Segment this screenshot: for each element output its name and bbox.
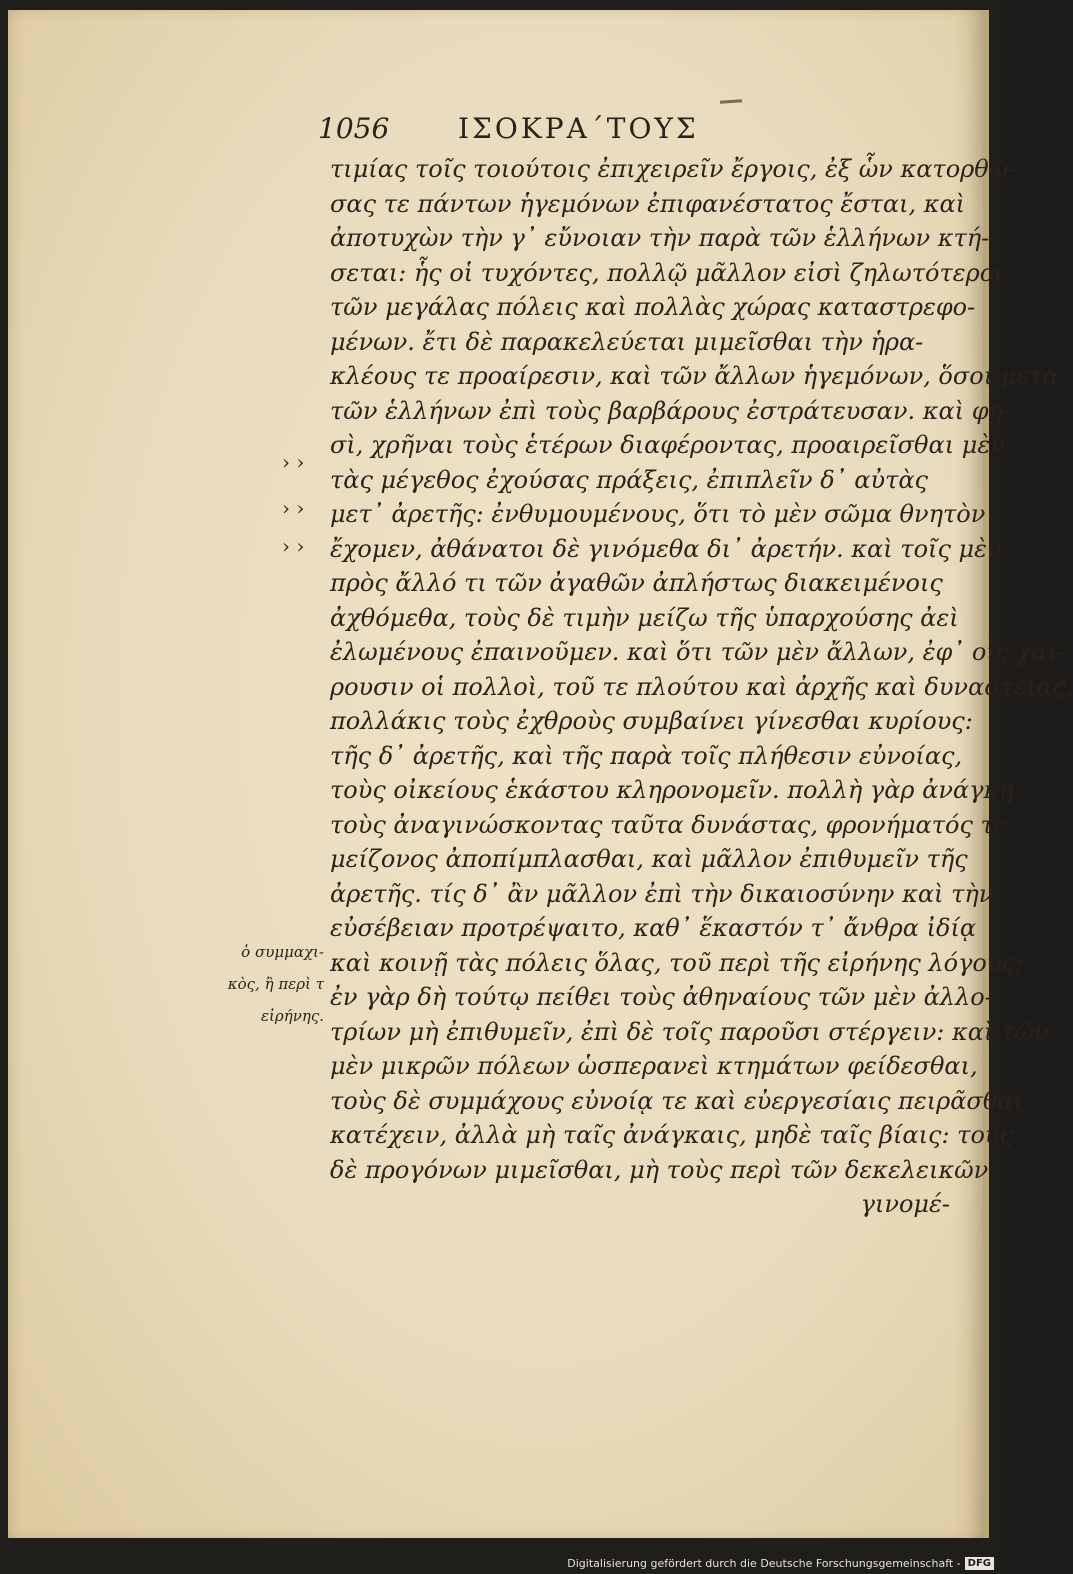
text-line: τῶν μεγάλας πόλεις καὶ πολλὰς χώρας καταστρεφο- bbox=[330, 293, 976, 321]
text-line: μετ᾽ ἀρετῆς: ἐνθυμουμένους, ὅτι τὸ μὲν σῶμα θνητὸν bbox=[330, 500, 986, 528]
page-number: 1056 bbox=[318, 112, 390, 145]
footer-text: Digitalisierung gefördert durch die Deutsche Forschungsgemeinschaft - bbox=[567, 1557, 961, 1570]
text-line: πολλάκις τοὺς ἐχθροὺς συμβαίνει γίνεσθαι κυρίους: bbox=[330, 707, 973, 735]
text-line: τῆς δ᾽ ἀρετῆς, καὶ τῆς παρὰ τοῖς πλήθεσιν εὐνοίας, bbox=[330, 741, 963, 770]
text-line: μὲν μικρῶν πόλεων ὡσπερανεὶ κτημάτων φείδεσθαι, bbox=[330, 1052, 978, 1080]
text-line: κατέχειν, ἀλλὰ μὴ ταῖς ἀνάγκαις, μηδὲ ταῖς βίαις: τοὺς bbox=[330, 1121, 1013, 1149]
marginal-note bbox=[184, 936, 324, 1032]
text-line: μείζονος ἀποπίμπλασθαι, καὶ μᾶλλον ἐπιθυμεῖν τῆς bbox=[330, 845, 968, 873]
text-line: σεται: ἧς οἱ τυχόντες, πολλῷ μᾶλλον εἰσὶ ζηλωτότεροι bbox=[330, 258, 1004, 287]
text-line: τοὺς οἰκείους ἑκάστου κληρονομεῖν. πολλὴ γὰρ ἀνάγκη bbox=[330, 776, 1014, 804]
quotation-mark: › › bbox=[282, 450, 305, 474]
quotation-mark: › › bbox=[282, 496, 305, 520]
footer-credit bbox=[567, 1557, 994, 1570]
marginal-note-line: εἰρήνης. bbox=[260, 1007, 324, 1025]
quotation-mark: › › bbox=[282, 534, 305, 558]
text-line: ἐλωμένους ἐπαινοῦμεν. καὶ ὅτι τῶν μὲν ἄλλων, ἐφ᾽ οἷς χαί- bbox=[330, 638, 1066, 666]
text-line: ρουσιν οἱ πολλοὶ, τοῦ τε πλούτου καὶ ἀρχῆς καὶ δυναστείας, bbox=[330, 672, 1073, 701]
text-line: τιμίας τοῖς τοιούτοις ἐπιχειρεῖν ἔργοις, ἐξ ὧν κατορθώ- bbox=[330, 155, 1017, 183]
running-head: ΙΣΟΚΡΑ΄ΤΟΥΣ bbox=[458, 112, 699, 145]
text-line: τρίων μὴ ἐπιθυμεῖν, ἐπὶ δὲ τοῖς παροῦσι στέργειν: καὶ τῶν bbox=[330, 1017, 1049, 1046]
text-line: ἀχθόμεθα, τοὺς δὲ τιμὴν μείζω τῆς ὑπαρχούσης ἀεὶ bbox=[330, 603, 959, 632]
text-line: εὐσέβειαν προτρέψαιτο, καθ᾽ ἕκαστόν τ᾽ ἄνθρα ἰδίᾳ bbox=[330, 914, 977, 942]
text-line: κλέους τε προαίρεσιν, καὶ τῶν ἄλλων ἡγεμόνων, ὅσοι μετὰ bbox=[330, 362, 1059, 390]
text-line: μένων. ἔτι δὲ παρακελεύεται μιμεῖσθαι τὴν ἡρα- bbox=[330, 327, 924, 356]
text-line: ἔχομεν, ἀθάνατοι δὲ γινόμεθα δι᾽ ἀρετήν. καὶ τοῖς μὲν bbox=[330, 534, 1002, 563]
text-line: σὶ, χρῆναι τοὺς ἑτέρων διαφέροντας, προαιρεῖσθαι μὲν bbox=[330, 431, 1005, 459]
catchword: γινομέ- bbox=[860, 1190, 950, 1218]
marginal-note-line: ὁ συμμαχι- bbox=[241, 943, 324, 961]
text-line: τοὺς δὲ συμμάχους εὐνοίᾳ τε καὶ εὐεργεσίαις πειρᾶσθαι bbox=[330, 1086, 1023, 1115]
text-line: δὲ προγόνων μιμεῖσθαι, μὴ τοὺς περὶ τῶν δεκελεικῶν bbox=[330, 1155, 989, 1184]
text-line: τοὺς ἀναγινώσκοντας ταῦτα δυνάστας, φρονήματός τε bbox=[330, 810, 1007, 839]
dfg-logo: DFG bbox=[965, 1557, 994, 1570]
printer-mark bbox=[720, 99, 742, 104]
text-line: ἀποτυχὼν τὴν γ᾽ εὔνοιαν τὴν παρὰ τῶν ἑλλήνων κτή- bbox=[330, 224, 990, 252]
body-text bbox=[330, 152, 1073, 1222]
text-line: ἐν γὰρ δὴ τούτῳ πείθει τοὺς ἀθηναίους τῶν μὲν ἀλλο- bbox=[330, 983, 993, 1011]
text-line: σας τε πάντων ἡγεμόνων ἐπιφανέστατος ἔσται, καὶ bbox=[330, 189, 966, 218]
marginal-note-line: κὸς, ἢ περὶ τ bbox=[227, 975, 324, 993]
page-header bbox=[318, 112, 788, 152]
text-line: τὰς μέγεθος ἐχούσας πράξεις, ἐπιπλεῖν δ᾽ αὐτὰς bbox=[330, 465, 928, 494]
text-line: ἀρετῆς. τίς δ᾽ ἂν μᾶλλον ἐπὶ τὴν δικαιοσύνην καὶ τὴν bbox=[330, 879, 994, 908]
text-line: τῶν ἑλλήνων ἐπὶ τοὺς βαρβάρους ἐστράτευσαν. καὶ φη- bbox=[330, 396, 1012, 425]
text-line: καὶ κοινῇ τὰς πόλεις ὅλας, τοῦ περὶ τῆς εἰρήνης λόγους; bbox=[330, 948, 1023, 977]
text-line: πρὸς ἄλλό τι τῶν ἀγαθῶν ἀπλήστως διακειμένοις bbox=[330, 569, 943, 597]
